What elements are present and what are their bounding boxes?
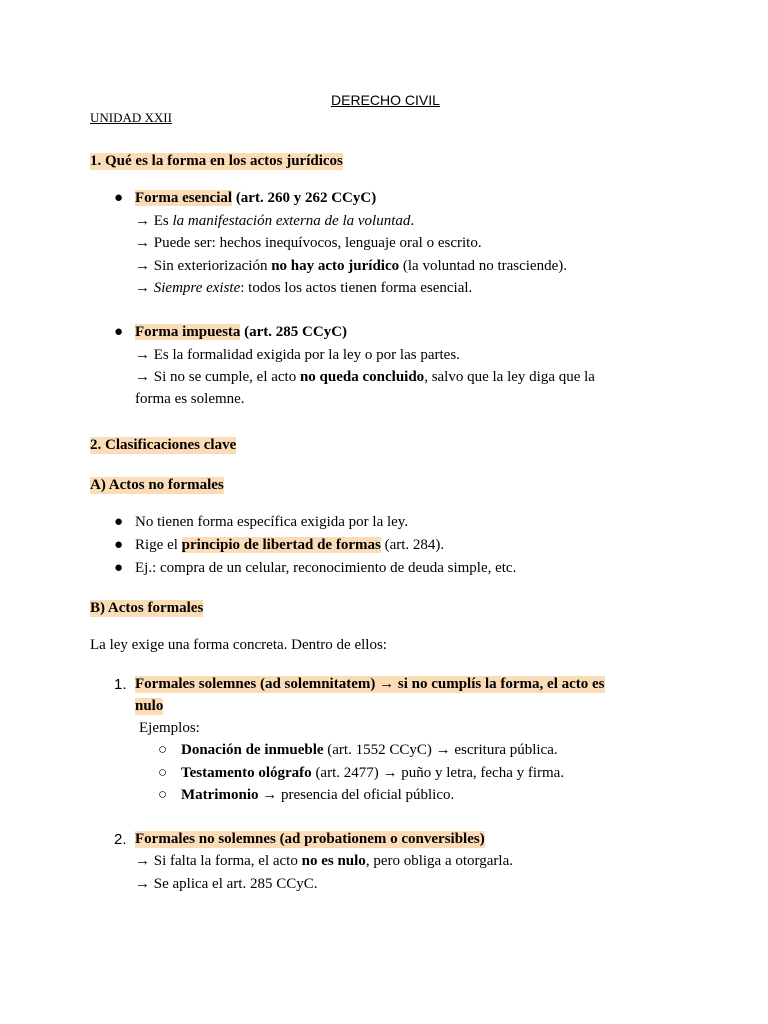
text-span: principio de libertad de formas bbox=[181, 537, 381, 553]
text-span: . bbox=[410, 213, 415, 229]
no-formales-item-3: Ej.: compra de un celular, reconocimiento de deuda simple, etc. bbox=[135, 560, 517, 576]
sub-bullet-icon: ○ bbox=[158, 742, 168, 758]
bullet-icon: ● bbox=[114, 514, 124, 530]
text-span: , salvo que la ley diga que la bbox=[424, 369, 595, 385]
example-matrimonio bbox=[181, 787, 454, 804]
list-number: 2. bbox=[114, 831, 127, 848]
no-solemnes-title: Formales no solemnes (ad probationem o conversibles) bbox=[135, 831, 485, 847]
sub-bullet-icon: ○ bbox=[158, 787, 168, 803]
text-span: no es nulo bbox=[301, 853, 366, 869]
forma-esencial-line-4 bbox=[135, 280, 472, 297]
text-span: Donación de inmueble bbox=[181, 742, 324, 758]
text-span: Matrimonio bbox=[181, 787, 259, 803]
ejemplos-label: Ejemplos: bbox=[139, 720, 200, 736]
forma-esencial-ref: (art. 260 y 262 CCyC) bbox=[232, 190, 377, 206]
text-span: (art. 284). bbox=[380, 537, 445, 553]
list-number: 1. bbox=[114, 676, 127, 693]
solemnes-title-line-2: nulo bbox=[135, 698, 164, 714]
text-span: (art. 2477) → puño y letra, fecha y firma. bbox=[311, 765, 565, 781]
bullet-icon: ● bbox=[114, 324, 124, 340]
text-span: Testamento ológrafo bbox=[181, 765, 312, 781]
forma-impuesta-title bbox=[135, 324, 347, 341]
no-formales-item-2 bbox=[135, 537, 444, 554]
subsection-b-heading: B) Actos formales bbox=[90, 600, 204, 616]
no-solemnes-line-2: → Se aplica el art. 285 CCyC. bbox=[135, 876, 318, 892]
text-span: (la voluntad no trasciende). bbox=[399, 258, 567, 274]
subsection-a-heading: A) Actos no formales bbox=[90, 477, 224, 493]
text-span: , pero obliga a otorgarla. bbox=[365, 853, 513, 869]
sub-bullet-icon: ○ bbox=[158, 765, 168, 781]
forma-impuesta-ref: (art. 285 CCyC) bbox=[240, 324, 348, 340]
forma-impuesta-label: Forma impuesta bbox=[135, 324, 241, 340]
example-donacion bbox=[181, 742, 558, 759]
solemnes-title-line-1: Formales solemnes (ad solemnitatem) → si no cumplís la forma, el acto es bbox=[135, 676, 605, 692]
bullet-icon: ● bbox=[114, 190, 124, 206]
text-span: la manifestación externa de la voluntad bbox=[172, 213, 411, 229]
text-span: Rige el bbox=[135, 537, 182, 553]
document-title: DERECHO CIVIL bbox=[331, 92, 440, 108]
forma-impuesta-line-3: forma es solemne. bbox=[135, 391, 245, 407]
text-span: : todos los actos tienen forma esencial. bbox=[240, 280, 473, 296]
forma-esencial-line-2: → Puede ser: hechos inequívocos, lenguaje oral o escrito. bbox=[135, 235, 482, 251]
formales-intro: La ley exige una forma concreta. Dentro de ellos: bbox=[90, 637, 387, 653]
text-span: no queda concluido bbox=[299, 369, 425, 385]
text-span: → Es bbox=[135, 213, 173, 229]
forma-impuesta-line-1: → Es la formalidad exigida por la ley o por las partes. bbox=[135, 347, 460, 363]
text-span: (art. 1552 CCyC) → escritura pública. bbox=[323, 742, 558, 758]
no-formales-item-1: No tienen forma específica exigida por la ley. bbox=[135, 514, 409, 530]
bullet-icon: ● bbox=[114, 537, 124, 553]
text-span: → Si falta la forma, el acto bbox=[135, 853, 302, 869]
forma-esencial-label: Forma esencial bbox=[135, 190, 233, 206]
text-span: Siempre existe bbox=[153, 280, 241, 296]
text-span: → presencia del oficial público. bbox=[258, 787, 455, 803]
text-span: → Sin exteriorización bbox=[135, 258, 272, 274]
forma-esencial-line-1 bbox=[135, 213, 414, 230]
forma-esencial-title bbox=[135, 190, 376, 207]
bullet-icon: ● bbox=[114, 560, 124, 576]
section-1-heading: 1. Qué es la forma en los actos jurídicos bbox=[90, 153, 343, 169]
forma-esencial-line-3 bbox=[135, 258, 567, 275]
section-2-heading: 2. Clasificaciones clave bbox=[90, 437, 237, 453]
unit-label: UNIDAD XXII bbox=[90, 110, 172, 125]
forma-impuesta-line-2 bbox=[135, 369, 595, 386]
example-testamento bbox=[181, 765, 564, 782]
no-solemnes-line-1 bbox=[135, 853, 513, 870]
text-span: no hay acto jurídico bbox=[271, 258, 400, 274]
text-span: → Si no se cumple, el acto bbox=[135, 369, 300, 385]
text-span: → bbox=[135, 280, 154, 296]
